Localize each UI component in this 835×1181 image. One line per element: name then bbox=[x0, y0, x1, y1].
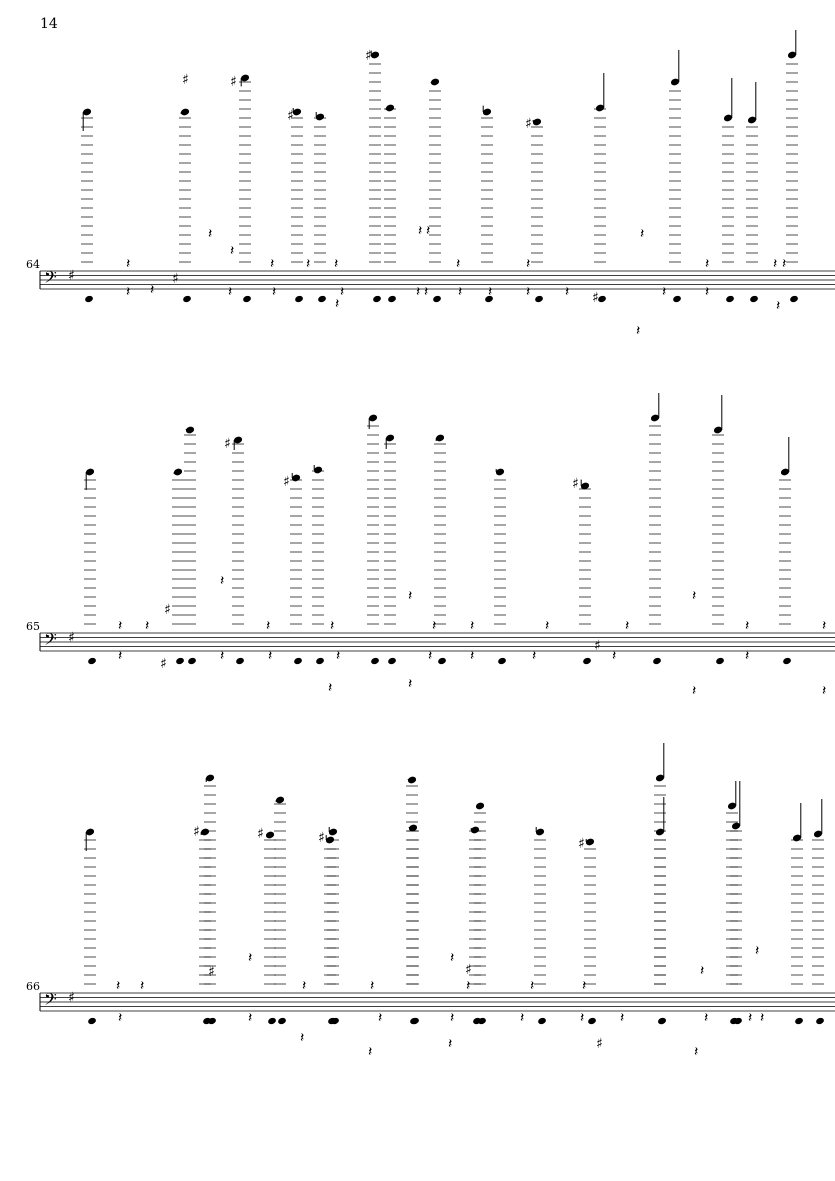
quarter-rest-icon: 𝄽 bbox=[466, 978, 471, 994]
quarter-rest-icon: 𝄽 bbox=[300, 1030, 305, 1046]
quarter-rest-icon: 𝄽 bbox=[432, 618, 437, 634]
quarter-rest-icon: 𝄽 bbox=[745, 618, 750, 634]
notehead bbox=[672, 295, 682, 303]
sharp-icon: ♯ bbox=[592, 290, 599, 306]
quarter-rest-icon: 𝄽 bbox=[640, 226, 645, 242]
quarter-rest-icon: 𝄽 bbox=[705, 256, 710, 272]
sharp-icon: ♯ bbox=[160, 656, 167, 672]
sharp-icon: ♯ bbox=[230, 74, 237, 90]
quarter-rest-icon: 𝄽 bbox=[140, 978, 145, 994]
notehead bbox=[652, 657, 662, 665]
measure-number-64: 64 bbox=[26, 258, 40, 271]
notehead bbox=[317, 295, 327, 303]
quarter-rest-icon: 𝄽 bbox=[328, 680, 333, 696]
quarter-rest-icon: 𝄽 bbox=[450, 1010, 455, 1026]
bass-clef-icon: 𝄢 bbox=[44, 629, 57, 653]
quarter-rest-icon: 𝄽 bbox=[755, 943, 760, 959]
quarter-rest-icon: 𝄽 bbox=[748, 1010, 753, 1026]
notehead bbox=[725, 295, 735, 303]
notehead bbox=[749, 295, 759, 303]
sharp-icon: ♯ bbox=[525, 116, 532, 132]
sharp-icon: ♯ bbox=[224, 436, 231, 452]
quarter-rest-icon: 𝄽 bbox=[526, 284, 531, 300]
notehead bbox=[372, 295, 382, 303]
quarter-rest-icon: 𝄽 bbox=[428, 648, 433, 664]
quarter-rest-icon: 𝄽 bbox=[694, 1044, 699, 1060]
quarter-rest-icon: 𝄽 bbox=[426, 223, 431, 239]
quarter-rest-icon: 𝄽 bbox=[704, 1010, 709, 1026]
sharp-icon: ♯ bbox=[465, 962, 472, 978]
notehead bbox=[815, 1017, 825, 1025]
sharp-icon: ♯ bbox=[283, 474, 290, 490]
quarter-rest-icon: 𝄽 bbox=[268, 648, 273, 664]
quarter-rest-icon: 𝄽 bbox=[530, 978, 535, 994]
sharp-icon: ♯ bbox=[208, 964, 215, 980]
quarter-rest-icon: 𝄽 bbox=[612, 648, 617, 664]
notehead bbox=[315, 657, 325, 665]
sharp-icon: ♯ bbox=[318, 830, 325, 846]
quarter-rest-icon: 𝄽 bbox=[636, 323, 641, 339]
quarter-rest-icon: 𝄽 bbox=[302, 978, 307, 994]
quarter-rest-icon: 𝄽 bbox=[418, 223, 423, 239]
sharp-icon: ♯ bbox=[193, 824, 200, 840]
measure-number-65: 65 bbox=[26, 620, 40, 633]
notehead bbox=[235, 657, 245, 665]
quarter-rest-icon: 𝄽 bbox=[776, 298, 781, 314]
quarter-rest-icon: 𝄽 bbox=[424, 284, 429, 300]
quarter-rest-icon: 𝄽 bbox=[545, 618, 550, 634]
notehead bbox=[409, 1017, 419, 1025]
quarter-rest-icon: 𝄽 bbox=[330, 618, 335, 634]
quarter-rest-icon: 𝄽 bbox=[368, 1044, 373, 1060]
quarter-rest-icon: 𝄽 bbox=[266, 618, 271, 634]
quarter-rest-icon: 𝄽 bbox=[336, 648, 341, 664]
quarter-rest-icon: 𝄽 bbox=[378, 1010, 383, 1026]
quarter-rest-icon: 𝄽 bbox=[272, 284, 277, 300]
quarter-rest-icon: 𝄽 bbox=[334, 256, 339, 272]
notehead bbox=[794, 1017, 804, 1025]
quarter-rest-icon: 𝄽 bbox=[230, 243, 235, 259]
quarter-rest-icon: 𝄽 bbox=[116, 978, 121, 994]
quarter-rest-icon: 𝄽 bbox=[745, 648, 750, 664]
sharp-icon: ♯ bbox=[596, 1036, 603, 1052]
quarter-rest-icon: 𝄽 bbox=[270, 256, 275, 272]
quarter-rest-icon: 𝄽 bbox=[705, 284, 710, 300]
sharp-icon: ♯ bbox=[172, 271, 179, 287]
sharp-icon: ♯ bbox=[257, 826, 264, 842]
notehead bbox=[265, 831, 275, 840]
notehead bbox=[87, 657, 97, 665]
quarter-rest-icon: 𝄽 bbox=[822, 683, 827, 699]
quarter-rest-icon: 𝄽 bbox=[488, 284, 493, 300]
quarter-rest-icon: 𝄽 bbox=[822, 618, 827, 634]
notehead bbox=[782, 657, 792, 665]
quarter-rest-icon: 𝄽 bbox=[760, 1010, 765, 1026]
quarter-rest-icon: 𝄽 bbox=[370, 978, 375, 994]
sharp-icon: ♯ bbox=[594, 638, 601, 654]
notehead bbox=[277, 1017, 287, 1025]
notehead bbox=[497, 657, 507, 665]
notehead bbox=[84, 295, 94, 303]
bass-clef-icon: 𝄢 bbox=[44, 267, 57, 291]
quarter-rest-icon: 𝄽 bbox=[582, 978, 587, 994]
sharp-icon: ♯ bbox=[287, 108, 294, 124]
quarter-rest-icon: 𝄽 bbox=[773, 256, 778, 272]
quarter-rest-icon: 𝄽 bbox=[408, 676, 413, 692]
quarter-rest-icon: 𝄽 bbox=[416, 284, 421, 300]
quarter-rest-icon: 𝄽 bbox=[208, 226, 213, 242]
quarter-rest-icon: 𝄽 bbox=[692, 683, 697, 699]
notehead bbox=[387, 657, 397, 665]
quarter-rest-icon: 𝄽 bbox=[700, 963, 705, 979]
quarter-rest-icon: 𝄽 bbox=[118, 1010, 123, 1026]
quarter-rest-icon: 𝄽 bbox=[782, 256, 787, 272]
notehead bbox=[715, 657, 725, 665]
notehead bbox=[87, 1017, 97, 1025]
notehead bbox=[534, 295, 544, 303]
quarter-rest-icon: 𝄽 bbox=[228, 284, 233, 300]
notehead bbox=[175, 657, 185, 665]
measure-number-66: 66 bbox=[26, 980, 40, 993]
quarter-rest-icon: 𝄽 bbox=[620, 1010, 625, 1026]
quarter-rest-icon: 𝄽 bbox=[220, 573, 225, 589]
quarter-rest-icon: 𝄽 bbox=[692, 588, 697, 604]
quarter-rest-icon: 𝄽 bbox=[408, 588, 413, 604]
quarter-rest-icon: 𝄽 bbox=[126, 256, 131, 272]
notehead bbox=[475, 802, 485, 811]
sharp-icon: ♯ bbox=[164, 602, 171, 618]
quarter-rest-icon: 𝄽 bbox=[565, 284, 570, 300]
quarter-rest-icon: 𝄽 bbox=[340, 284, 345, 300]
quarter-rest-icon: 𝄽 bbox=[625, 618, 630, 634]
quarter-rest-icon: 𝄽 bbox=[306, 256, 311, 272]
quarter-rest-icon: 𝄽 bbox=[526, 256, 531, 272]
quarter-rest-icon: 𝄽 bbox=[248, 950, 253, 966]
notehead bbox=[293, 657, 303, 665]
notehead bbox=[370, 657, 380, 665]
key-sharp-icon: ♯ bbox=[68, 268, 75, 284]
quarter-rest-icon: 𝄽 bbox=[450, 950, 455, 966]
sharp-icon: ♯ bbox=[365, 48, 372, 64]
quarter-rest-icon: 𝄽 bbox=[150, 282, 155, 298]
quarter-rest-icon: 𝄽 bbox=[532, 648, 537, 664]
notehead bbox=[587, 1017, 597, 1025]
quarter-rest-icon: 𝄽 bbox=[662, 284, 667, 300]
notehead bbox=[537, 1017, 547, 1025]
notehead bbox=[182, 295, 192, 303]
notehead bbox=[267, 1017, 277, 1025]
quarter-rest-icon: 𝄽 bbox=[220, 648, 225, 664]
page-number: 14 bbox=[40, 16, 58, 32]
notehead bbox=[437, 657, 447, 665]
quarter-rest-icon: 𝄽 bbox=[448, 1036, 453, 1052]
quarter-rest-icon: 𝄽 bbox=[470, 618, 475, 634]
bass-clef-icon: 𝄢 bbox=[44, 989, 57, 1013]
quarter-rest-icon: 𝄽 bbox=[520, 1010, 525, 1026]
quarter-rest-icon: 𝄽 bbox=[458, 284, 463, 300]
quarter-rest-icon: 𝄽 bbox=[248, 1010, 253, 1026]
quarter-rest-icon: 𝄽 bbox=[456, 256, 461, 272]
sharp-icon: ♯ bbox=[182, 72, 189, 88]
quarter-rest-icon: 𝄽 bbox=[580, 1010, 585, 1026]
quarter-rest-icon: 𝄽 bbox=[118, 618, 123, 634]
notehead bbox=[387, 295, 397, 303]
quarter-rest-icon: 𝄽 bbox=[335, 296, 340, 312]
sharp-icon: ♯ bbox=[572, 476, 579, 492]
notehead bbox=[789, 295, 799, 303]
notehead bbox=[294, 295, 304, 303]
notehead bbox=[187, 657, 197, 665]
notehead bbox=[657, 1017, 667, 1025]
quarter-rest-icon: 𝄽 bbox=[118, 648, 123, 664]
key-sharp-icon: ♯ bbox=[68, 630, 75, 646]
notehead bbox=[432, 295, 442, 303]
quarter-rest-icon: 𝄽 bbox=[470, 648, 475, 664]
sharp-icon: ♯ bbox=[578, 836, 585, 852]
notehead bbox=[242, 295, 252, 303]
notehead bbox=[582, 657, 592, 665]
quarter-rest-icon: 𝄽 bbox=[126, 284, 131, 300]
quarter-rest-icon: 𝄽 bbox=[145, 618, 150, 634]
key-sharp-icon: ♯ bbox=[68, 990, 75, 1006]
